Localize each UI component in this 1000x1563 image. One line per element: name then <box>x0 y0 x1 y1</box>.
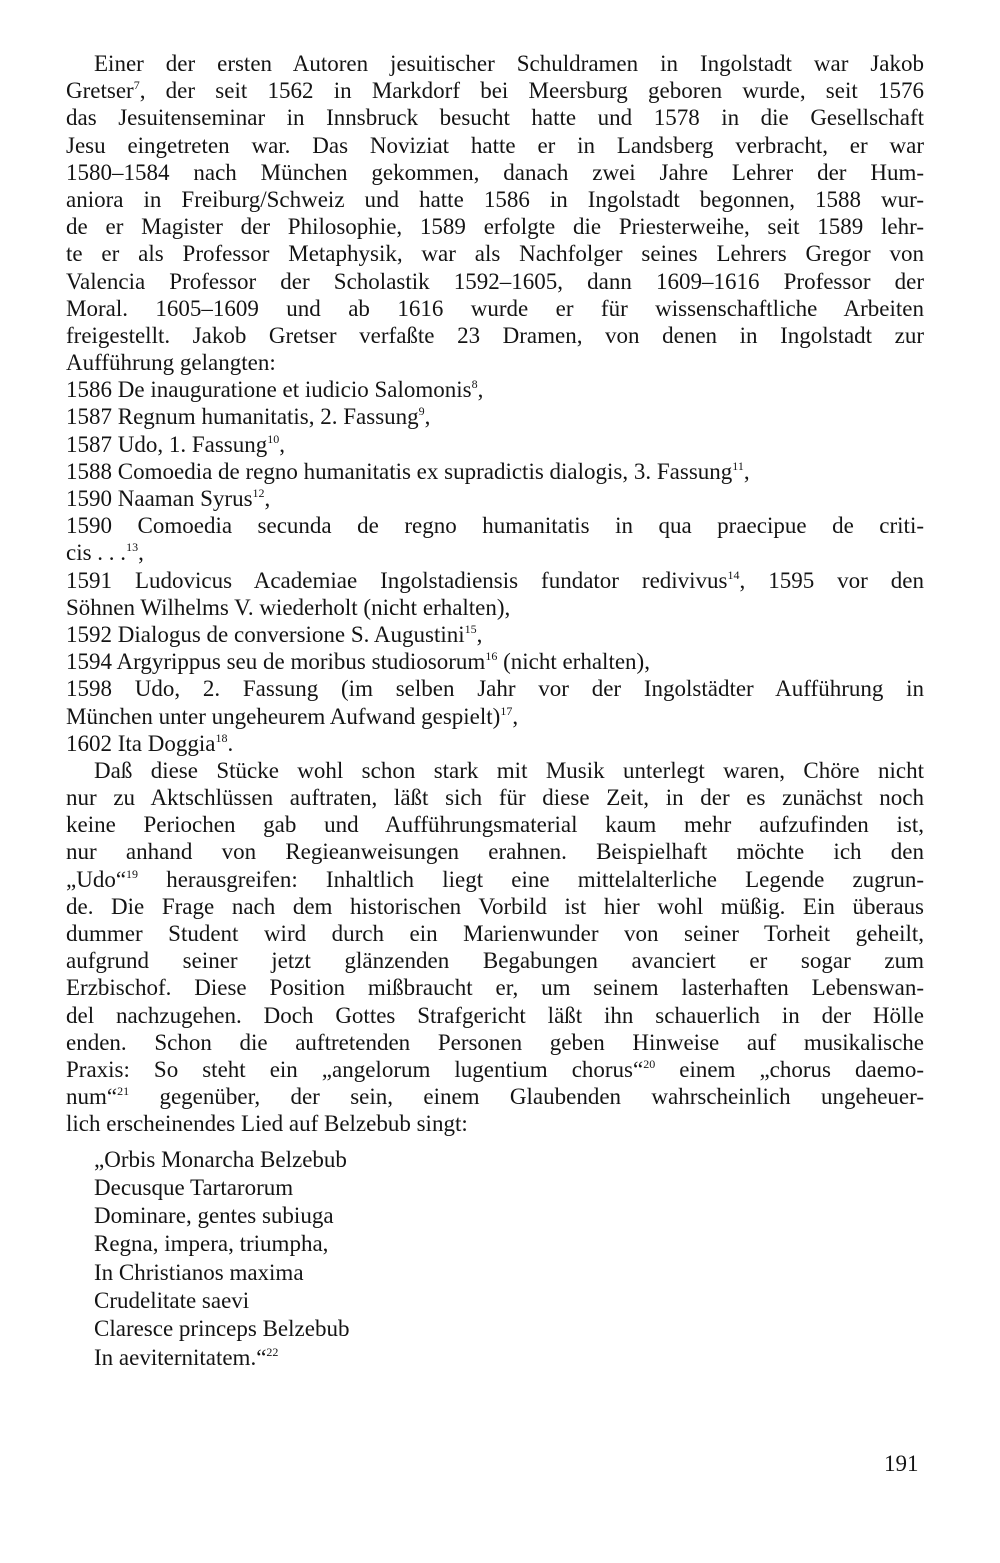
work-entry <box>66 376 924 403</box>
line-text-continued: , <box>424 404 431 430</box>
text-line <box>66 403 924 430</box>
work-entry <box>66 567 924 621</box>
line-text: Regna, impera, triumpha, <box>94 1231 329 1257</box>
text-line <box>66 974 924 1001</box>
line-text: nur anhand von Regieanweisungen erahnen. Beispielhaft möchte ich den <box>66 839 924 865</box>
line-text: Söhnen Wilhelms V. wiederholt (nicht erhalten), <box>66 594 511 620</box>
line-text: 1586 De inauguratione et iudicio Salomonis <box>66 377 472 403</box>
footnote-marker: 15 <box>464 621 477 636</box>
line-text-continued: . <box>227 730 234 756</box>
line-text-continued: (nicht erhalten), <box>497 649 650 675</box>
text-line <box>66 893 924 920</box>
line-text: de. Die Frage nach dem historischen Vorbild ist hier wohl müßig. Ein überaus <box>66 893 924 919</box>
line-text-continued: herausgreifen: Inhaltlich liegt eine mittelalterliche Legende zugrun- <box>138 866 924 892</box>
page-body <box>66 50 924 1372</box>
line-text: Crudelitate saevi <box>94 1287 250 1313</box>
text-line <box>66 947 924 974</box>
work-entry <box>66 621 924 648</box>
text-line <box>66 539 924 566</box>
text-line <box>66 132 924 159</box>
line-text: In Christianos maxima <box>94 1259 304 1285</box>
line-text: 1602 Ita Doggia <box>66 730 216 756</box>
text-line <box>66 838 924 865</box>
line-text: Claresce princeps Belzebub <box>94 1316 350 1342</box>
line-text: del nachzugehen. Doch Gottes Strafgericht läßt ihn schauerlich in der Hölle <box>66 1002 924 1028</box>
quote-line <box>94 1202 924 1230</box>
text-line <box>66 512 924 539</box>
line-text: 1587 Regnum humanitatis, 2. Fassung <box>66 404 419 430</box>
line-text: Praxis: So steht ein „angelorum lugentium chorus“ <box>66 1056 644 1082</box>
line-text: aufgrund seiner jetzt glänzenden Begabungen avanciert er sogar zum <box>66 948 924 974</box>
footnote-marker: 22 <box>266 1344 279 1359</box>
text-line <box>66 485 924 512</box>
line-text: 1594 Argyrippus seu de moribus studiosorum <box>66 649 486 675</box>
text-line <box>66 866 924 893</box>
footnote-marker: 17 <box>500 703 513 718</box>
line-text: 1590 Comoedia secunda de regno humanitatis in qua praecipue de criti- <box>66 513 924 539</box>
text-line <box>66 1083 924 1110</box>
text-line <box>66 295 924 322</box>
footnote-marker: 16 <box>485 649 498 664</box>
line-text: nur zu Aktschlüssen auftraten, läßt sich für diese Zeit, in der es zunächst noch <box>66 785 924 811</box>
line-text: Gretser <box>66 78 134 104</box>
line-text: Dominare, gentes subiuga <box>94 1203 334 1229</box>
line-text-continued: , <box>138 540 144 566</box>
work-entry <box>66 458 924 485</box>
paragraph-intro <box>66 50 924 376</box>
text-line <box>66 1029 924 1056</box>
work-entry <box>66 730 924 757</box>
quote-line <box>94 1344 924 1372</box>
line-text: 1591 Ludovicus Academiae Ingolstadiensis fundator redivivus <box>66 567 728 593</box>
footnote-marker: 10 <box>267 431 280 446</box>
footnote-marker: 9 <box>418 404 425 419</box>
text-line <box>66 376 924 403</box>
line-text: 1580–1584 nach München gekommen, danach zwei Jahre Lehrer der Hum- <box>66 159 924 185</box>
line-text: 1587 Udo, 1. Fassung <box>66 431 268 457</box>
line-text: Erzbischof. Diese Position mißbraucht er, um seinem lasterhaften Lebenswan- <box>66 975 924 1001</box>
line-text: te er als Professor Metaphysik, war als Nachfolger seines Lehrers Gregor von <box>66 241 924 267</box>
line-text: 1590 Naaman Syrus <box>66 486 253 511</box>
work-entry <box>66 675 924 729</box>
work-entry <box>66 431 924 458</box>
line-text: lich erscheinendes Lied auf Belzebub singt: <box>66 1111 468 1137</box>
text-line <box>66 458 924 485</box>
quote-line <box>94 1259 924 1287</box>
line-text-continued: , <box>512 703 519 729</box>
line-text: „Orbis Monarcha Belzebub <box>94 1146 347 1172</box>
footnote-marker: 13 <box>126 540 139 555</box>
line-text: cis . . . <box>66 540 127 566</box>
quote-line <box>94 1230 924 1258</box>
line-text: freigestellt. Jakob Gretser verfaßte 23 Dramen, von denen in Ingolstadt zur <box>66 322 924 348</box>
line-text-continued: , <box>476 621 483 647</box>
text-line <box>66 594 924 621</box>
text-line <box>66 811 924 838</box>
line-text-continued: , der seit 1562 in Markdorf bei Meersburg geboren wurde, seit 1576 <box>139 78 924 104</box>
quote-line <box>94 1174 924 1202</box>
line-text-continued: , <box>279 431 286 457</box>
page-number: 191 <box>884 1451 919 1476</box>
line-text: Moral. 1605–1609 und ab 1616 wurde er für wissenschaftliche Arbeiten <box>66 295 924 321</box>
footnote-marker: 8 <box>471 377 478 392</box>
line-text-continued: einem „chorus daemo- <box>655 1056 924 1082</box>
line-text-continued: , <box>477 377 484 403</box>
works-list <box>66 376 924 757</box>
text-line <box>66 703 924 730</box>
line-text: aniora in Freiburg/Schweiz und hatte 1586 in Ingolstadt begonnen, 1588 wur- <box>66 186 924 212</box>
line-text: Valencia Professor der Scholastik 1592–1605, dann 1609–1616 Professor der <box>66 268 924 294</box>
line-text: dummer Student wird durch ein Marienwunder von seiner Torheit geheilt, <box>66 921 924 946</box>
quote-line <box>94 1146 924 1174</box>
text-line <box>66 1002 924 1029</box>
text-line <box>66 757 924 784</box>
text-line <box>66 268 924 295</box>
footnote-marker: 19 <box>126 866 139 881</box>
footnote-marker: 14 <box>727 567 740 582</box>
line-text-continued: , <box>264 486 271 511</box>
song-quote <box>66 1146 924 1372</box>
line-text: num“ <box>66 1084 118 1110</box>
text-line <box>66 567 924 594</box>
line-text-continued: , <box>743 458 750 484</box>
footnote-marker: 7 <box>133 78 140 93</box>
footnote-marker: 12 <box>252 486 265 500</box>
footnote-marker: 21 <box>117 1084 130 1099</box>
line-text: de er Magister der Philosophie, 1589 erfolgte die Priesterweihe, seit 1589 lehr- <box>66 214 924 240</box>
text-line <box>66 1056 924 1083</box>
text-line <box>66 104 924 131</box>
footnote-marker: 18 <box>215 730 228 745</box>
quote-line <box>94 1287 924 1315</box>
text-line <box>66 621 924 648</box>
line-text: Einer der ersten Autoren jesuitischer Schuldramen in Ingolstadt war Jakob <box>94 51 924 76</box>
quote-line <box>94 1315 924 1343</box>
text-line <box>66 349 924 376</box>
footnote-marker: 11 <box>732 458 744 473</box>
line-text: Jesu eingetreten war. Das Noviziat hatte er in Landsberg verbracht, er war <box>66 132 924 158</box>
text-line <box>66 240 924 267</box>
line-text: München unter ungeheurem Aufwand gespielt) <box>66 703 501 729</box>
line-text: In aeviternitatem.“ <box>94 1344 267 1370</box>
text-line <box>66 213 924 240</box>
line-text: enden. Schon die auftretenden Personen geben Hinweise auf musikalische <box>66 1029 924 1055</box>
text-line <box>66 784 924 811</box>
text-line <box>66 648 924 675</box>
text-line <box>66 77 924 104</box>
text-line <box>66 730 924 757</box>
line-text: das Jesuitenseminar in Innsbruck besucht hatte und 1578 in die Gesellschaft <box>66 105 924 131</box>
line-text: keine Periochen gab und Aufführungsmaterial kaum mehr aufzufinden ist, <box>66 812 924 838</box>
line-text: Aufführung gelangten: <box>66 350 276 376</box>
text-line <box>66 186 924 213</box>
text-line <box>66 322 924 349</box>
work-entry <box>66 403 924 430</box>
text-line <box>66 920 924 947</box>
paragraph-udo <box>66 757 924 1138</box>
work-entry <box>66 485 924 512</box>
line-text: 1588 Comoedia de regno humanitatis ex supradictis dialogis, 3. Fassung <box>66 458 733 484</box>
work-entry <box>66 648 924 675</box>
text-line <box>66 1110 924 1137</box>
work-entry <box>66 512 924 566</box>
line-text-continued: , 1595 vor den <box>739 567 924 593</box>
line-text-continued: gegenüber, der sein, einem Glaubenden wahrscheinlich ungeheuer- <box>129 1084 924 1110</box>
line-text: Daß diese Stücke wohl schon stark mit Musik unterlegt waren, Chöre nicht <box>94 757 924 783</box>
line-text: 1598 Udo, 2. Fassung (im selben Jahr vor der Ingolstädter Aufführung in <box>66 676 924 702</box>
line-text: Decusque Tartarorum <box>94 1174 294 1200</box>
text-line <box>66 159 924 186</box>
text-line <box>66 50 924 77</box>
text-line <box>66 431 924 458</box>
text-line <box>66 675 924 702</box>
line-text: 1592 Dialogus de conversione S. Augustini <box>66 621 465 647</box>
footnote-marker: 20 <box>643 1056 656 1071</box>
line-text: „Udo“ <box>66 866 127 892</box>
